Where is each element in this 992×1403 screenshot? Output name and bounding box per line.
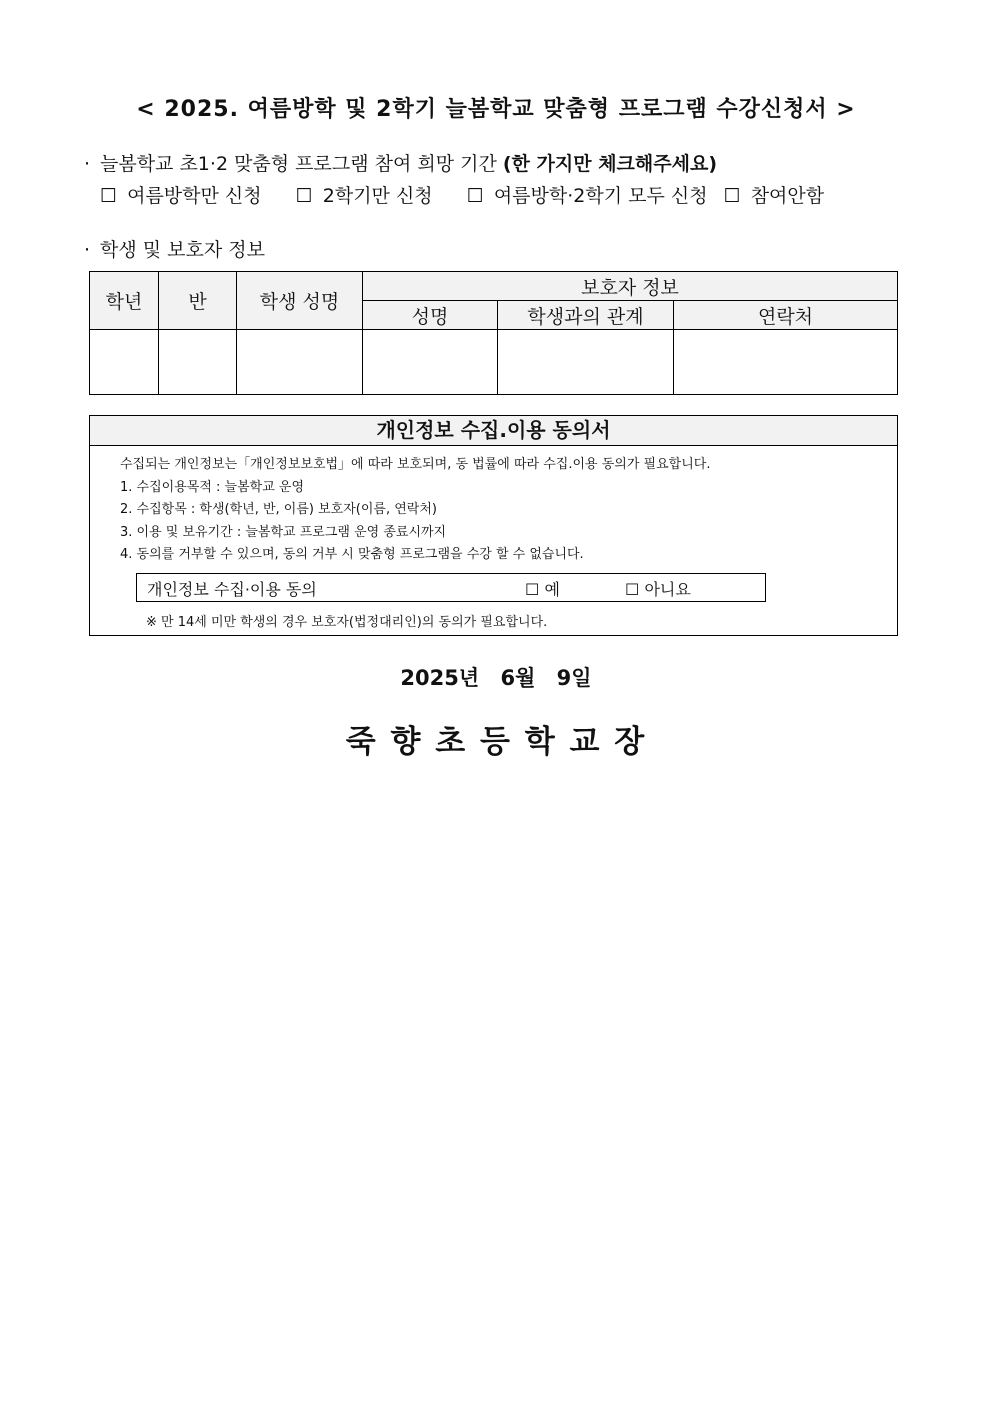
grade-input-cell[interactable] [90,330,159,395]
header-student-name: 학생 성명 [237,272,363,330]
option-label: 여름방학·2학기 모두 신청 [493,185,708,207]
checkbox-icon[interactable]: ☐ [295,185,313,207]
header-guardian-name: 성명 [363,301,498,330]
period-question [84,149,717,176]
consent-intro: 수집되는 개인정보는「개인정보보호법」에 따라 보호되며, 동 법률에 따라 수집.이용 동의가 필요합니다. [120,457,711,472]
header-grade: 학년 [90,272,159,330]
bullet: · [84,153,91,175]
consent-item: 2. 수집항목 : 학생(학년, 반, 이름) 보호자(이름, 연락처) [120,502,437,518]
no-label: 아니요 [644,580,691,599]
bullet: · [84,239,91,261]
agree-no-option[interactable] [625,577,691,600]
consent-item: 1. 수집이용목적 : 늘봄학교 운영 [120,479,305,495]
class-input-cell[interactable] [159,330,237,395]
option-summer-only[interactable] [100,181,262,208]
checkbox-icon[interactable]: ☐ [625,580,640,599]
header-contact: 연락처 [674,301,898,330]
consent-title: 개인정보 수집.이용 동의서 [90,416,897,446]
period-options [100,181,824,208]
relationship-input-cell[interactable] [498,330,674,395]
principal-signature: 죽 향 초 등 학 교 장 [345,724,647,760]
period-emphasis: (한 가지만 체크해주세요) [502,153,718,175]
checkbox-icon[interactable]: ☐ [100,185,118,207]
checkbox-icon[interactable]: ☐ [466,185,484,207]
guardian-consent-note: ※ 만 14세 미만 학생의 경우 보호자(법정대리인)의 동의가 필요합니다. [146,615,548,630]
consent-agreement-row [136,573,766,602]
period-label: 늘봄학교 초1·2 맞춤형 프로그램 참여 희망 기간 [100,153,497,175]
page-title: < 2025. 여름방학 및 2학기 늘봄학교 맞춤형 프로그램 수강신청서 > [136,97,856,122]
option-not-participating[interactable] [724,181,825,208]
table-row [90,330,898,395]
option-label: 여름방학만 신청 [127,185,262,207]
privacy-consent-box [89,415,898,636]
contact-input-cell[interactable] [674,330,898,395]
info-section-heading [84,235,265,262]
student-guardian-table [89,271,898,395]
option-label: 2학기만 신청 [322,185,433,207]
consent-item: 3. 이용 및 보유기간 : 늘봄학교 프로그램 운영 종료시까지 [120,524,447,540]
option-both[interactable] [467,181,708,208]
info-label: 학생 및 보호자 정보 [100,239,265,261]
guardian-name-input-cell[interactable] [363,330,498,395]
header-guardian-info: 보호자 정보 [363,272,898,301]
checkbox-icon[interactable]: ☐ [525,580,540,599]
consent-item: 4. 동의를 거부할 수 있으며, 동의 거부 시 맞춤형 프로그램을 수강 할 수 없습니다. [120,547,584,563]
yes-label: 예 [544,580,560,599]
agree-label: 개인정보 수집·이용 동의 [147,580,317,599]
document-date: 2025년 6월 9일 [400,666,592,690]
student-name-input-cell[interactable] [237,330,363,395]
checkbox-icon[interactable]: ☐ [723,185,741,207]
header-class: 반 [159,272,237,330]
option-semester2-only[interactable] [296,181,433,208]
agree-yes-option[interactable] [525,577,560,600]
header-relationship: 학생과의 관계 [498,301,674,330]
option-label: 참여안함 [750,185,825,207]
consent-body [120,454,710,567]
